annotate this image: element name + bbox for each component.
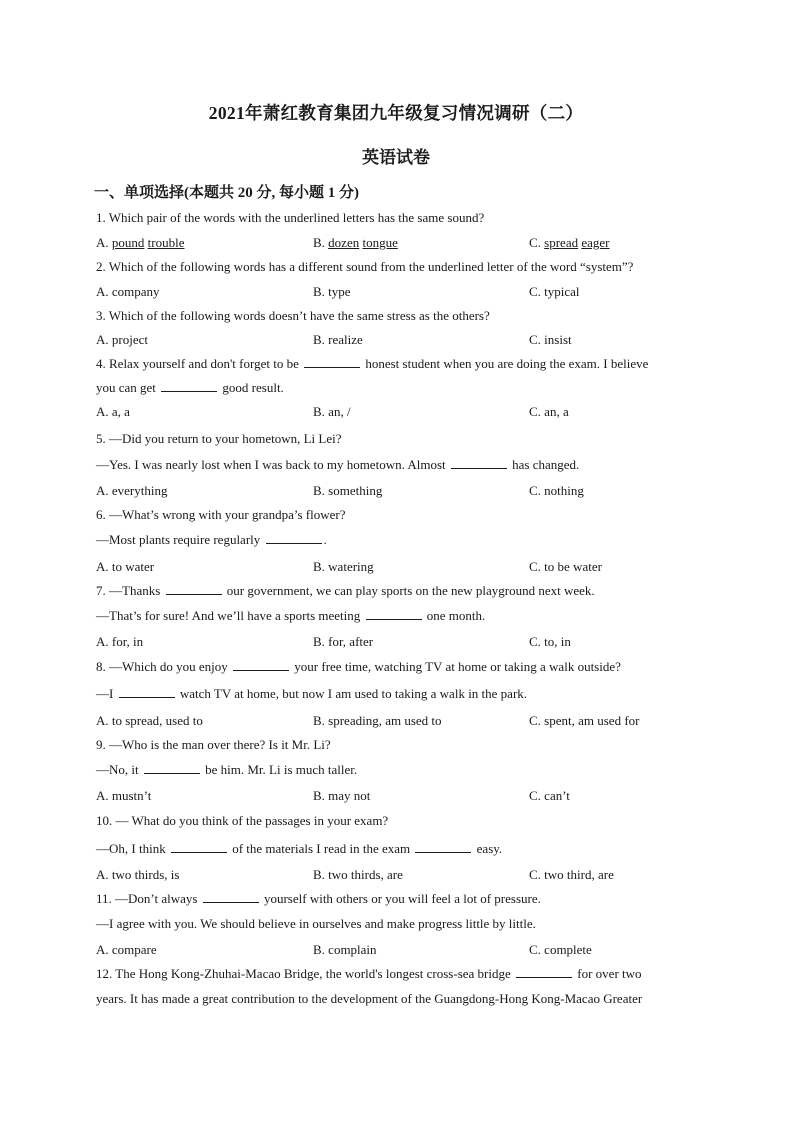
answer-blank[interactable]: [451, 457, 507, 469]
option-b: B. an, /: [313, 404, 351, 419]
question-12-cont: years. It has made a great contribution to the development of the Guangdong-Hong Kong-Macao Greater: [96, 991, 643, 1006]
answer-blank[interactable]: [415, 841, 471, 853]
question-8: 8. —Which do you enjoy your free time, watching TV at home or taking a walk outside?: [96, 659, 621, 674]
answer-blank[interactable]: [144, 762, 200, 774]
exam-subtitle: 英语试卷: [362, 148, 430, 167]
options-1: [96, 235, 696, 251]
exam-title: 2021年萧红教育集团九年级复习情况调研（二）: [208, 103, 584, 123]
option-b: B. spreading, am used to: [313, 713, 442, 728]
option-b: B. realize: [313, 332, 363, 347]
option-b: B. two thirds, are: [313, 867, 403, 882]
answer-blank[interactable]: [233, 659, 289, 671]
option-b: B. type: [313, 284, 351, 299]
options-5: [96, 483, 696, 499]
option-b: B. complain: [313, 942, 377, 957]
option-a: A. company: [96, 284, 160, 299]
question-5: 5. —Did you return to your hometown, Li Lei?: [96, 431, 342, 446]
option-c: C. spent, am used for: [529, 713, 640, 728]
question-7: 7. —Thanks our government, we can play sports on the new playground next week.: [96, 583, 595, 598]
question-11: 11. —Don’t always yourself with others or you will feel a lot of pressure.: [96, 891, 541, 906]
option-a: A. everything: [96, 483, 168, 498]
option-b: B. may not: [313, 788, 371, 803]
option-a: A. to spread, used to: [96, 713, 203, 728]
option-c: C. to, in: [529, 634, 571, 649]
question-5-cont: —Yes. I was nearly lost when I was back to my hometown. Almost has changed.: [96, 457, 580, 472]
option-a: A. mustn’t: [96, 788, 152, 803]
question-7-cont: —That’s for sure! And we’ll have a sports meeting one month.: [96, 608, 486, 623]
option-c: C. can’t: [529, 788, 570, 803]
question-4: 4. Relax yourself and don't forget to be honest student when you are doing the exam. I believe: [96, 356, 649, 371]
option-c: C. complete: [529, 942, 592, 957]
option-c: C. two third, are: [529, 867, 614, 882]
question-4-cont: you can get good result.: [96, 380, 284, 395]
option-a: A. two thirds, is: [96, 867, 180, 882]
options-6: [96, 559, 696, 575]
answer-blank[interactable]: [266, 532, 322, 544]
options-7: [96, 634, 696, 650]
option-b: B. for, after: [313, 634, 374, 649]
option-a: A. pound trouble: [96, 235, 185, 250]
options-4: [96, 404, 696, 420]
question-6-cont: —Most plants require regularly .: [96, 532, 327, 547]
option-c: C. nothing: [529, 483, 584, 498]
option-c: C. spread eager: [529, 235, 610, 250]
question-1: 1. Which pair of the words with the underlined letters has the same sound?: [96, 210, 485, 225]
question-11-cont: —I agree with you. We should believe in ourselves and make progress little by little.: [96, 916, 536, 931]
option-a: A. to water: [96, 559, 155, 574]
option-c: C. an, a: [529, 404, 569, 419]
answer-blank[interactable]: [171, 841, 227, 853]
answer-blank[interactable]: [161, 380, 217, 392]
option-b: B. something: [313, 483, 383, 498]
options-11: [96, 942, 696, 958]
question-9: 9. —Who is the man over there? Is it Mr. Li?: [96, 737, 331, 752]
option-a: A. a, a: [96, 404, 130, 419]
answer-blank[interactable]: [203, 891, 259, 903]
answer-blank[interactable]: [516, 966, 572, 978]
options-9: [96, 788, 696, 804]
answer-blank[interactable]: [304, 356, 360, 368]
question-9-cont: —No, it be him. Mr. Li is much taller.: [96, 762, 358, 777]
question-6: 6. —What’s wrong with your grandpa’s flower?: [96, 507, 346, 522]
question-12: 12. The Hong Kong-Zhuhai-Macao Bridge, the world's longest cross-sea bridge for over two: [96, 966, 642, 981]
question-10-cont: —Oh, I think of the materials I read in the exam easy.: [96, 841, 503, 856]
option-c: C. insist: [529, 332, 572, 347]
option-c: C. to be water: [529, 559, 602, 574]
option-a: A. project: [96, 332, 148, 347]
option-c: C. typical: [529, 284, 580, 299]
option-b: B. watering: [313, 559, 374, 574]
options-2: [96, 284, 696, 300]
answer-blank[interactable]: [366, 608, 422, 620]
option-b: B. dozen tongue: [313, 235, 398, 250]
question-3: 3. Which of the following words doesn’t have the same stress as the others?: [96, 308, 490, 323]
option-a: A. compare: [96, 942, 157, 957]
option-a: A. for, in: [96, 634, 144, 649]
section-heading: 一、单项选择(本题共 20 分, 每小题 1 分): [94, 185, 359, 201]
question-10: 10. — What do you think of the passages in your exam?: [96, 813, 389, 828]
options-10: [96, 867, 696, 883]
question-2: 2. Which of the following words has a different sound from the underlined letter of the word “system”?: [96, 259, 634, 274]
answer-blank[interactable]: [166, 583, 222, 595]
question-8-cont: —I watch TV at home, but now I am used to taking a walk in the park.: [96, 686, 528, 701]
options-8: [96, 713, 696, 729]
options-3: [96, 332, 696, 348]
answer-blank[interactable]: [119, 686, 175, 698]
